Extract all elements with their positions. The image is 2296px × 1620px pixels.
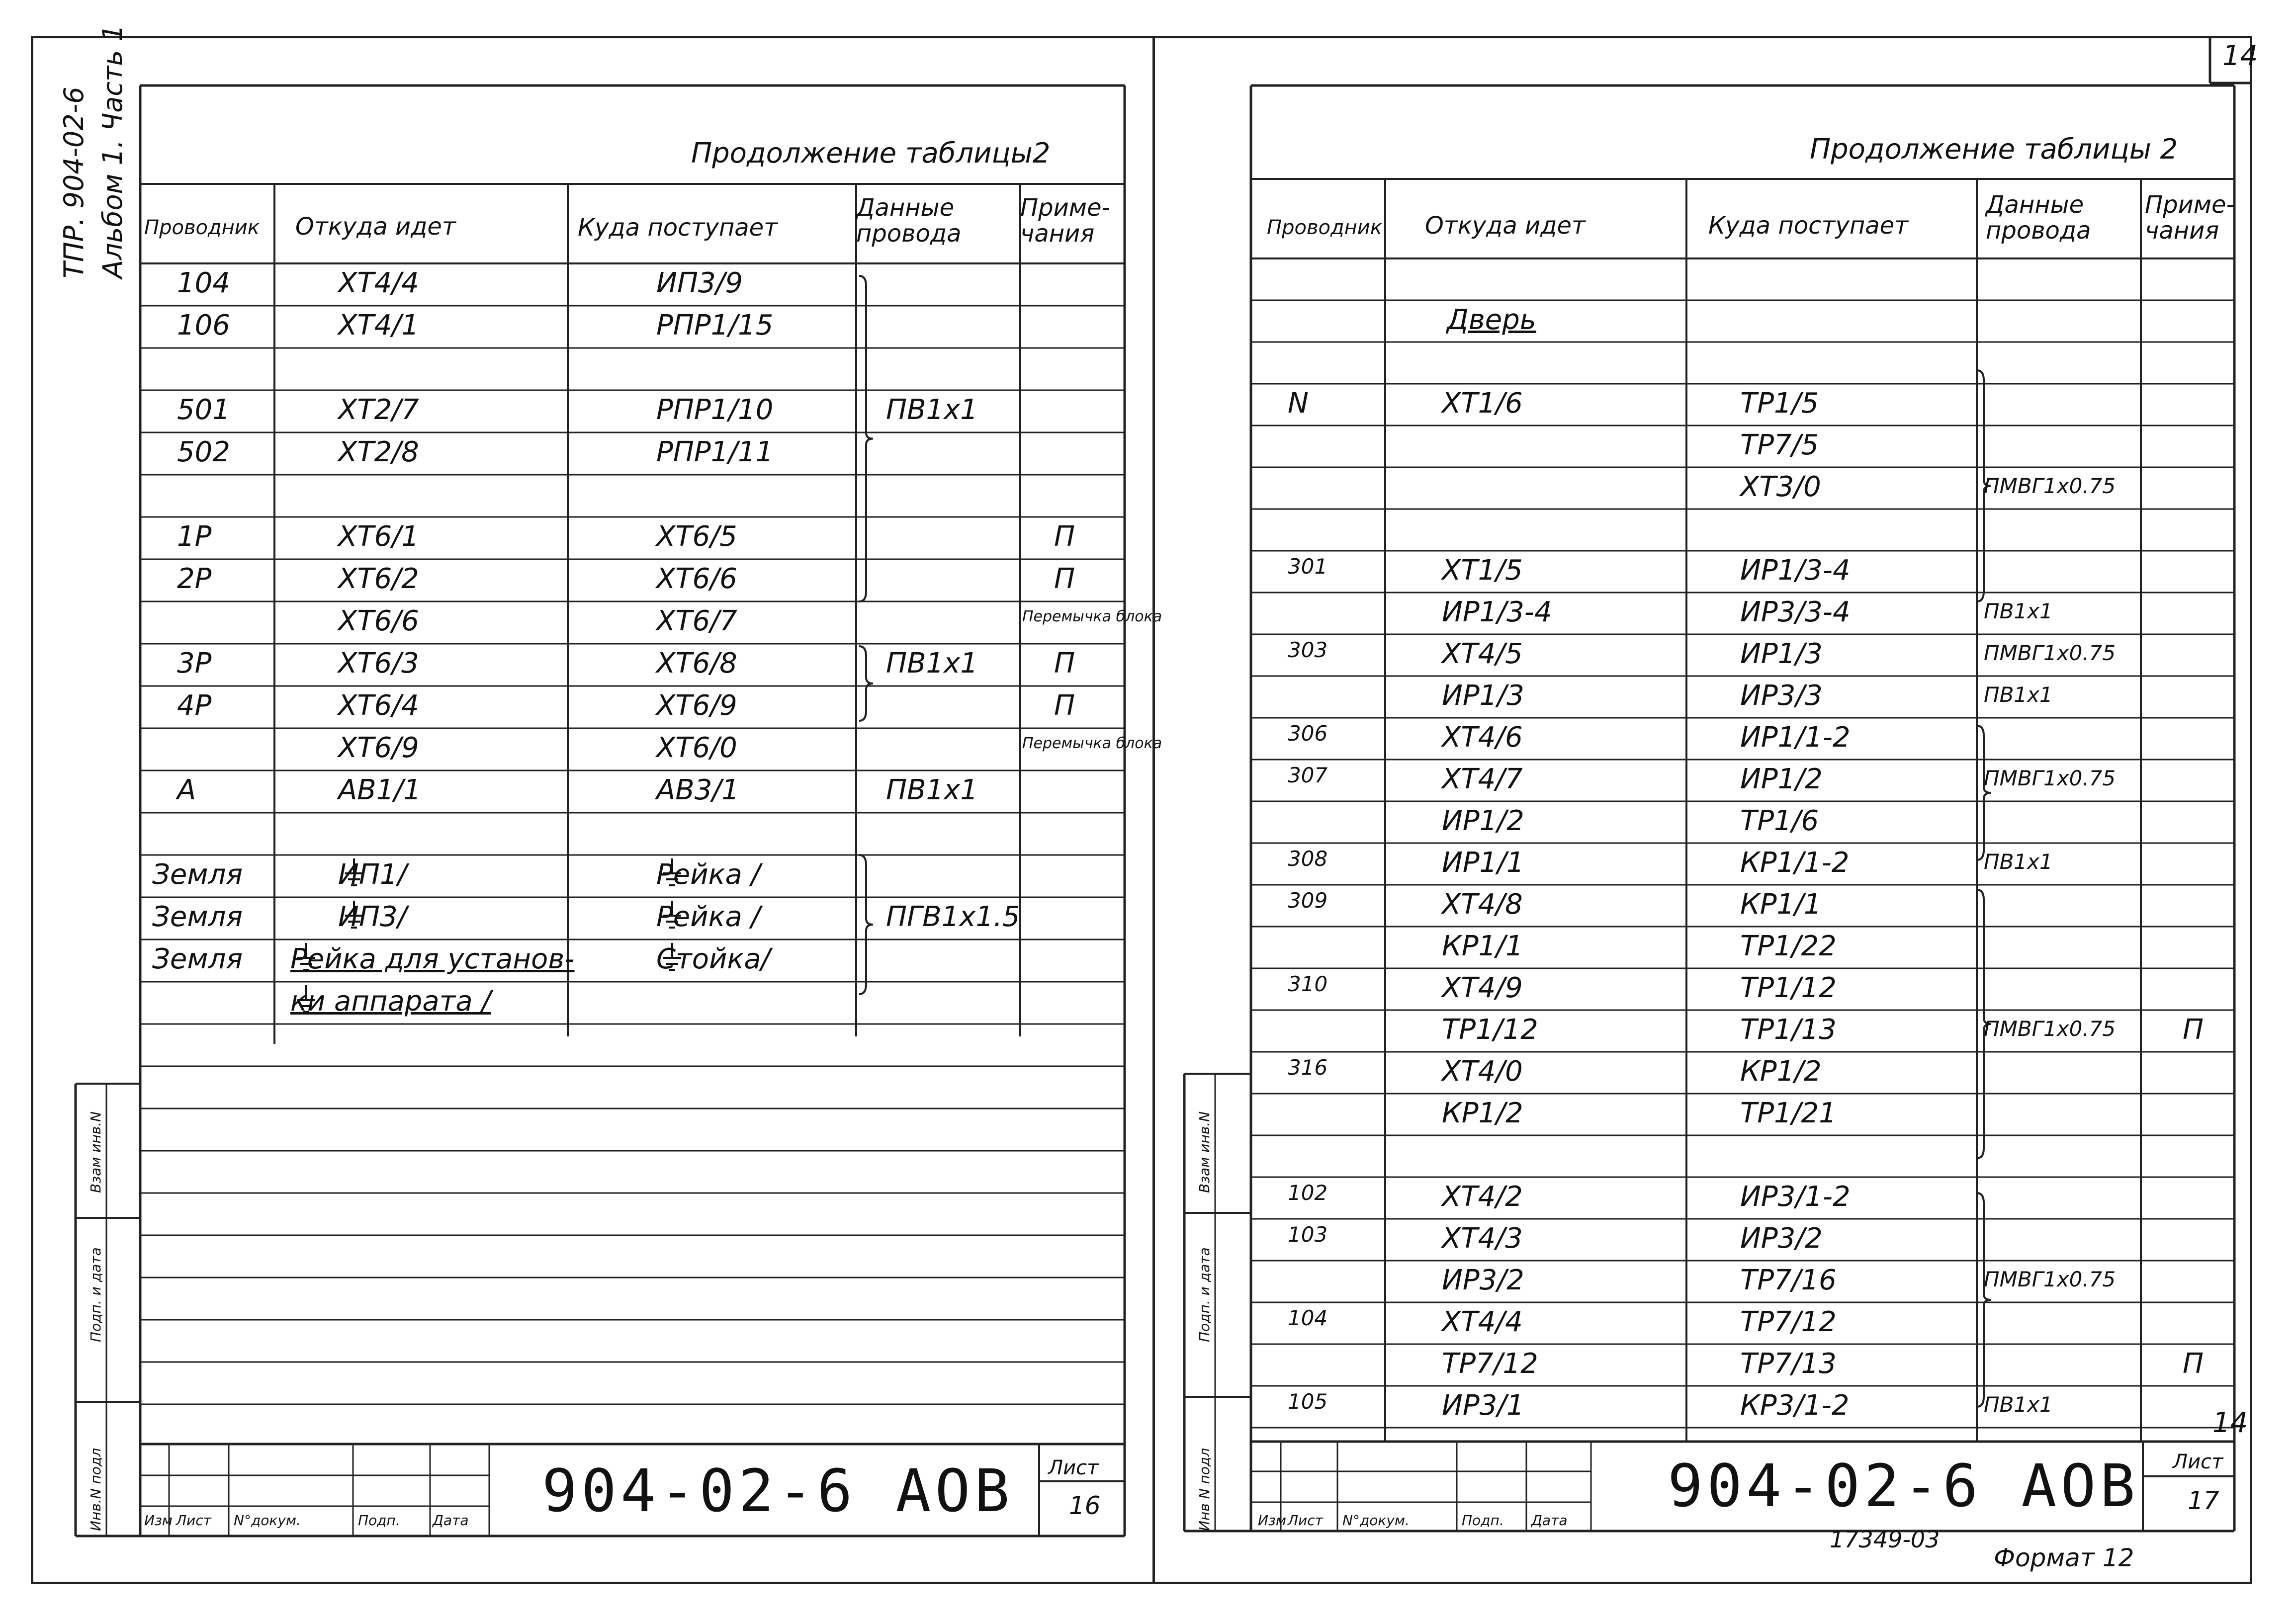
from-cell: [1442, 638, 1523, 670]
from-cell-text: ХТ6/2: [338, 563, 419, 595]
conductor-cell: [1288, 554, 1327, 579]
to-cell: [1740, 680, 1823, 712]
to-cell-text: ТР7/5: [1740, 429, 1819, 461]
from-cell-text: ХТ6/1: [338, 520, 419, 553]
stamp-side-replace: Взам инв.N: [88, 1111, 104, 1193]
conductor-cell-text: 102: [1288, 1181, 1328, 1205]
notes-cell-text: Перемычка блока: [1022, 608, 1162, 625]
conductor-cell-text: 104: [1288, 1306, 1328, 1330]
wire-data-cell-text: ПМВГ1х0.75: [1984, 766, 2116, 790]
conductor-cell: [1288, 1389, 1327, 1414]
conductor-cell-text: N: [1288, 387, 1309, 420]
from-cell-text: ХТ2/7: [338, 394, 419, 426]
from-cell-text: ИП1/: [338, 858, 407, 891]
from-cell-text: ки аппарата /: [290, 985, 491, 1018]
from-cell: [1442, 1055, 1523, 1088]
drawing-code: 904-02-6 АОВ: [542, 1456, 1014, 1525]
conductor-cell-text: 105: [1288, 1389, 1328, 1414]
to-cell-text: ХТ6/0: [656, 732, 737, 764]
conductor-cell: [1288, 721, 1327, 746]
sheet-label: Лист: [1048, 1456, 1099, 1479]
from-cell: [1442, 680, 1524, 712]
to-cell: [1740, 1222, 1823, 1255]
notes-cell-text: П: [1054, 563, 1075, 595]
to-cell: [1740, 1014, 1837, 1046]
notes-cell-text: П: [2183, 1014, 2204, 1046]
stamp-side-replace: Взам инв.N: [1196, 1111, 1213, 1193]
from-cell-text: ТР7/12: [1442, 1348, 1538, 1380]
conductor-cell: [1288, 888, 1327, 913]
corner-page-number: 14: [2222, 40, 2258, 72]
to-cell-text: ХТ6/8: [656, 647, 737, 680]
stamp-col-date: Дата: [433, 1512, 469, 1529]
wire-data-cell-text: ПМВГ1х0.75: [1984, 474, 2116, 498]
wire-data-cell-text: ПМВГ1х0.75: [1984, 641, 2116, 665]
conductor-cell-text: Земля: [152, 901, 243, 933]
header-conductor: Проводник: [144, 216, 260, 239]
to-cell-text: ТР1/5: [1740, 387, 1819, 420]
to-cell-text: РПР1/11: [656, 436, 774, 468]
from-cell-text: ИР1/2: [1442, 805, 1524, 837]
conductor-cell-text: 307: [1288, 763, 1328, 787]
from-cell-text: ХТ2/8: [338, 436, 419, 468]
conductor-cell: [1288, 1055, 1327, 1080]
conductor-cell-text: 3Р: [177, 647, 212, 680]
to-cell-text: ТР1/21: [1740, 1097, 1837, 1129]
to-cell-text: ТР1/13: [1740, 1014, 1837, 1046]
to-cell-text: ИР1/1-2: [1740, 721, 1851, 754]
wire-data-cell: [1984, 682, 2053, 707]
notes-cell-text: П: [1054, 647, 1075, 680]
conductor-cell-text: 104: [177, 267, 230, 299]
sheet-number: 17: [2188, 1486, 2219, 1515]
from-cell: [1442, 805, 1524, 837]
to-cell-text: ТР1/6: [1740, 805, 1819, 837]
from-cell-text: ХТ4/9: [1442, 972, 1523, 1004]
sheet-number: 16: [1069, 1491, 1101, 1520]
to-cell-text: ИР1/3-4: [1740, 554, 1851, 587]
wire-data-cell-text: ПВ1х1: [1984, 1392, 2053, 1417]
from-cell-text: ХТ1/6: [1442, 387, 1523, 420]
from-cell-text: ИР1/3-4: [1442, 596, 1552, 628]
to-cell-text: КР1/1: [1740, 888, 1822, 921]
wire-data-cell-text: ПВ1х1: [1984, 599, 2053, 623]
from-cell-text: КР1/1: [1442, 930, 1523, 962]
from-cell: [1442, 1264, 1524, 1296]
conductor-cell-text: 501: [177, 394, 230, 426]
conductor-cell: [1288, 387, 1309, 420]
stamp-side-inv: Инв N подл: [1196, 1448, 1213, 1531]
header-wire-data: Данные провода: [856, 194, 962, 248]
to-cell: [1740, 429, 1819, 461]
stamp-side-inv: Инв.N подл: [88, 1448, 104, 1531]
to-cell: [1740, 930, 1837, 962]
from-cell-text: ХТ4/1: [338, 309, 419, 341]
stamp-col-sheet: Лист: [176, 1512, 211, 1529]
stamp-side-sign: Подп. и дата: [88, 1247, 104, 1342]
from-cell-text: КР1/2: [1442, 1097, 1523, 1129]
to-cell-text: Рейка /: [656, 858, 761, 891]
conductor-cell-text: 301: [1288, 554, 1328, 579]
sheet-label: Лист: [2173, 1450, 2223, 1473]
notes-cell: [2183, 1348, 2204, 1380]
wire-data-cell: [1984, 474, 2116, 498]
from-cell: [1442, 1389, 1524, 1422]
wire-data-cell-text: ПВ1х1: [1984, 850, 2053, 874]
header-wire-data: Данные провода: [1986, 191, 2091, 245]
stamp-col-doc: N°докум.: [234, 1512, 301, 1529]
to-cell: [1740, 1348, 1837, 1380]
to-cell-text: ТР1/22: [1740, 930, 1837, 962]
stamp-col-date: Дата: [1531, 1512, 1568, 1529]
to-cell-text: ХТ3/0: [1740, 471, 1821, 503]
to-cell-text: РПР1/10: [656, 394, 774, 426]
wire-data-cell: [1984, 766, 2116, 790]
to-cell: [1740, 638, 1823, 670]
to-cell-text: ИР3/3-4: [1740, 596, 1851, 628]
from-cell-text: ХТ4/2: [1442, 1181, 1523, 1213]
conductor-cell: [1288, 763, 1327, 787]
to-cell-text: ХТ6/6: [656, 563, 737, 595]
drawing-code: 904-02-6 АОВ: [1668, 1451, 2139, 1520]
wire-data-cell: [1984, 641, 2116, 665]
to-cell: [1740, 387, 1819, 420]
conductor-cell-text: 316: [1288, 1055, 1328, 1080]
from-cell-text: ХТ4/0: [1442, 1055, 1523, 1088]
to-cell-text: ТР7/12: [1740, 1306, 1837, 1338]
conductor-cell-text: 502: [177, 436, 230, 468]
to-cell-text: КР1/2: [1740, 1055, 1822, 1088]
header-from: Откуда идет: [1425, 212, 1586, 240]
stamp-col-sign: Подп.: [358, 1512, 400, 1529]
from-cell: [1442, 930, 1523, 962]
from-cell-text: ИР1/1: [1442, 847, 1524, 879]
from-cell: [1442, 1306, 1523, 1338]
notes-cell-text: П: [2183, 1348, 2204, 1380]
to-cell-text: КР1/1-2: [1740, 847, 1850, 879]
conductor-cell-text: 1Р: [177, 520, 212, 553]
from-cell-text: АВ1/1: [338, 774, 421, 806]
wire-data-cell: [1984, 1017, 2116, 1041]
side-label-line-1: ТПР. 904-02-6: [58, 86, 89, 278]
conductor-cell-text: 2Р: [177, 563, 212, 595]
to-cell: [1740, 805, 1819, 837]
to-cell-text: ХТ6/5: [656, 520, 737, 553]
wire-data-cell-text: ПГВ1х1.5: [886, 901, 1020, 933]
to-cell-text: ХТ6/7: [656, 605, 737, 637]
to-cell-text: ИП3/9: [656, 267, 743, 299]
conductor-cell-text: 310: [1288, 972, 1328, 996]
conductor-cell: [1288, 1181, 1327, 1205]
to-cell-text: ТР7/16: [1740, 1264, 1837, 1296]
to-cell-text: ИР3/1-2: [1740, 1181, 1851, 1213]
wire-data-cell-text: ПМВГ1х0.75: [1984, 1267, 2116, 1291]
stamp-col-doc: N°докум.: [1342, 1512, 1410, 1529]
sheet-number-above: 14: [2212, 1407, 2248, 1439]
from-cell-text: ХТ1/5: [1442, 554, 1523, 587]
conductor-cell-text: Земля: [152, 943, 243, 975]
from-cell: [1442, 1222, 1523, 1255]
conductor-cell-text: 4Р: [177, 689, 212, 722]
notes-cell-text: П: [1054, 689, 1075, 722]
conductor-cell-text: 309: [1288, 888, 1328, 913]
from-cell-text: ХТ6/9: [338, 732, 419, 764]
order-number: 17349-03: [1830, 1526, 1940, 1553]
to-cell: [1740, 1389, 1850, 1422]
to-cell-text: Рейка /: [656, 901, 761, 933]
to-cell-text: ХТ6/9: [656, 689, 737, 722]
from-cell-text: ИП3/: [338, 901, 407, 933]
notes-cell-text: П: [1054, 520, 1075, 553]
from-cell: [1442, 721, 1523, 754]
wire-data-cell-text: ПВ1х1: [1984, 682, 2053, 707]
from-cell: [1442, 554, 1523, 587]
to-cell: [1740, 888, 1822, 921]
from-cell: [1442, 1097, 1523, 1129]
from-cell-text: ИР1/3: [1442, 680, 1524, 712]
from-cell: [1442, 1014, 1538, 1046]
from-cell-text: ХТ4/6: [1442, 721, 1523, 754]
from-cell-text: Дверь: [1447, 304, 1536, 336]
to-cell: [1740, 1055, 1822, 1088]
to-cell: [1740, 763, 1823, 795]
conductor-cell: [1288, 1222, 1327, 1247]
wire-data-cell-text: ПВ1х1: [886, 774, 978, 806]
header-to: Куда поступает: [578, 214, 778, 242]
to-cell: [1740, 1306, 1837, 1338]
wire-data-cell: [1984, 850, 2053, 874]
header-notes: Приме-чания: [1020, 194, 1110, 248]
from-cell-text: ХТ4/7: [1442, 763, 1523, 795]
from-cell: [1442, 1181, 1523, 1213]
from-cell-text: ХТ4/8: [1442, 888, 1523, 921]
from-cell: [1447, 304, 1536, 336]
from-cell-text: ХТ4/4: [338, 267, 419, 299]
stamp-col-sign: Подп.: [1462, 1512, 1504, 1529]
conductor-cell-text: 303: [1288, 638, 1328, 662]
brace-pmvg-group-2: [1977, 726, 1991, 860]
to-cell-text: ИР3/2: [1740, 1222, 1823, 1255]
to-cell: [1740, 1097, 1837, 1129]
stamp-side-sign: Подп. и дата: [1196, 1247, 1213, 1342]
from-cell-text: ХТ4/3: [1442, 1222, 1523, 1255]
wire-data-cell-text: ПВ1х1: [886, 394, 978, 426]
wire-data-cell: [1984, 1267, 2116, 1291]
to-cell: [1740, 596, 1851, 628]
to-cell-text: ТР7/13: [1740, 1348, 1837, 1380]
conductor-cell: [1288, 638, 1327, 662]
header-to: Куда поступает: [1708, 212, 1909, 240]
from-cell: [1442, 763, 1523, 795]
to-cell-text: Стойка/: [656, 943, 771, 975]
conductor-cell: [1288, 1306, 1327, 1330]
from-cell: [1442, 847, 1524, 879]
to-cell: [1740, 972, 1837, 1004]
to-cell-text: РПР1/15: [656, 309, 774, 341]
conductor-cell-text: 308: [1288, 847, 1328, 871]
wire-data-cell-text: ПВ1х1: [886, 647, 978, 680]
wire-data-cell-text: ПМВГ1х0.75: [1984, 1017, 2116, 1041]
conductor-cell-text: 106: [177, 309, 230, 341]
to-cell: [1740, 1264, 1837, 1296]
from-cell: [1442, 596, 1552, 628]
from-cell: [1442, 387, 1523, 420]
conductor-cell: [1288, 972, 1327, 996]
conductor-cell-text: 103: [1288, 1222, 1328, 1247]
conductor-cell-text: 306: [1288, 721, 1328, 746]
from-cell-text: ИР3/1: [1442, 1389, 1524, 1422]
from-cell: [1442, 1348, 1538, 1380]
notes-cell: [2183, 1014, 2204, 1046]
from-cell: [1442, 888, 1523, 921]
header-conductor: Проводник: [1267, 216, 1382, 239]
stamp-col-change: Изм: [144, 1512, 173, 1529]
to-cell-text: ТР1/12: [1740, 972, 1837, 1004]
from-cell-text: ХТ6/4: [338, 689, 419, 722]
header-notes: Приме-чания: [2145, 191, 2235, 245]
from-cell-text: ХТ4/5: [1442, 638, 1523, 670]
to-cell-text: ИР3/3: [1740, 680, 1823, 712]
stamp-col-change: Изм: [1258, 1512, 1286, 1529]
to-cell-text: ИР1/3: [1740, 638, 1823, 670]
header-from: Откуда идет: [295, 213, 456, 241]
notes-cell-text: Перемычка блока: [1022, 735, 1162, 752]
wire-data-cell: [1984, 599, 2053, 623]
side-label-line-2: Альбом 1. Часть 1: [97, 24, 128, 278]
to-cell: [1740, 1181, 1851, 1213]
from-cell-text: ТР1/12: [1442, 1014, 1538, 1046]
to-cell: [1740, 847, 1850, 879]
brace-pmvg-group-4: [1977, 1193, 1991, 1407]
to-cell: [1740, 721, 1851, 754]
conductor-cell: [1288, 847, 1327, 871]
table-caption: Продолжение таблицы2: [691, 137, 1051, 170]
from-cell-text: ХТ4/4: [1442, 1306, 1523, 1338]
stamp-col-sheet: Лист: [1288, 1512, 1323, 1529]
table-caption: Продолжение таблицы 2: [1810, 133, 2178, 166]
format-label: Формат 12: [1994, 1543, 2134, 1572]
to-cell-text: КР3/1-2: [1740, 1389, 1850, 1422]
from-cell-text: Рейка для установ-: [290, 943, 575, 975]
to-cell: [1740, 554, 1851, 587]
to-cell: [1740, 471, 1821, 503]
from-cell-text: ХТ6/3: [338, 647, 419, 680]
from-cell-text: ИР3/2: [1442, 1264, 1524, 1296]
from-cell: [1442, 972, 1523, 1004]
from-cell-text: ХТ6/6: [338, 605, 419, 637]
to-cell-text: ИР1/2: [1740, 763, 1823, 795]
to-cell-text: АВ3/1: [656, 774, 739, 806]
conductor-cell-text: А: [177, 774, 196, 806]
conductor-cell-text: Земля: [152, 858, 243, 891]
wire-data-cell: [1984, 1392, 2053, 1417]
